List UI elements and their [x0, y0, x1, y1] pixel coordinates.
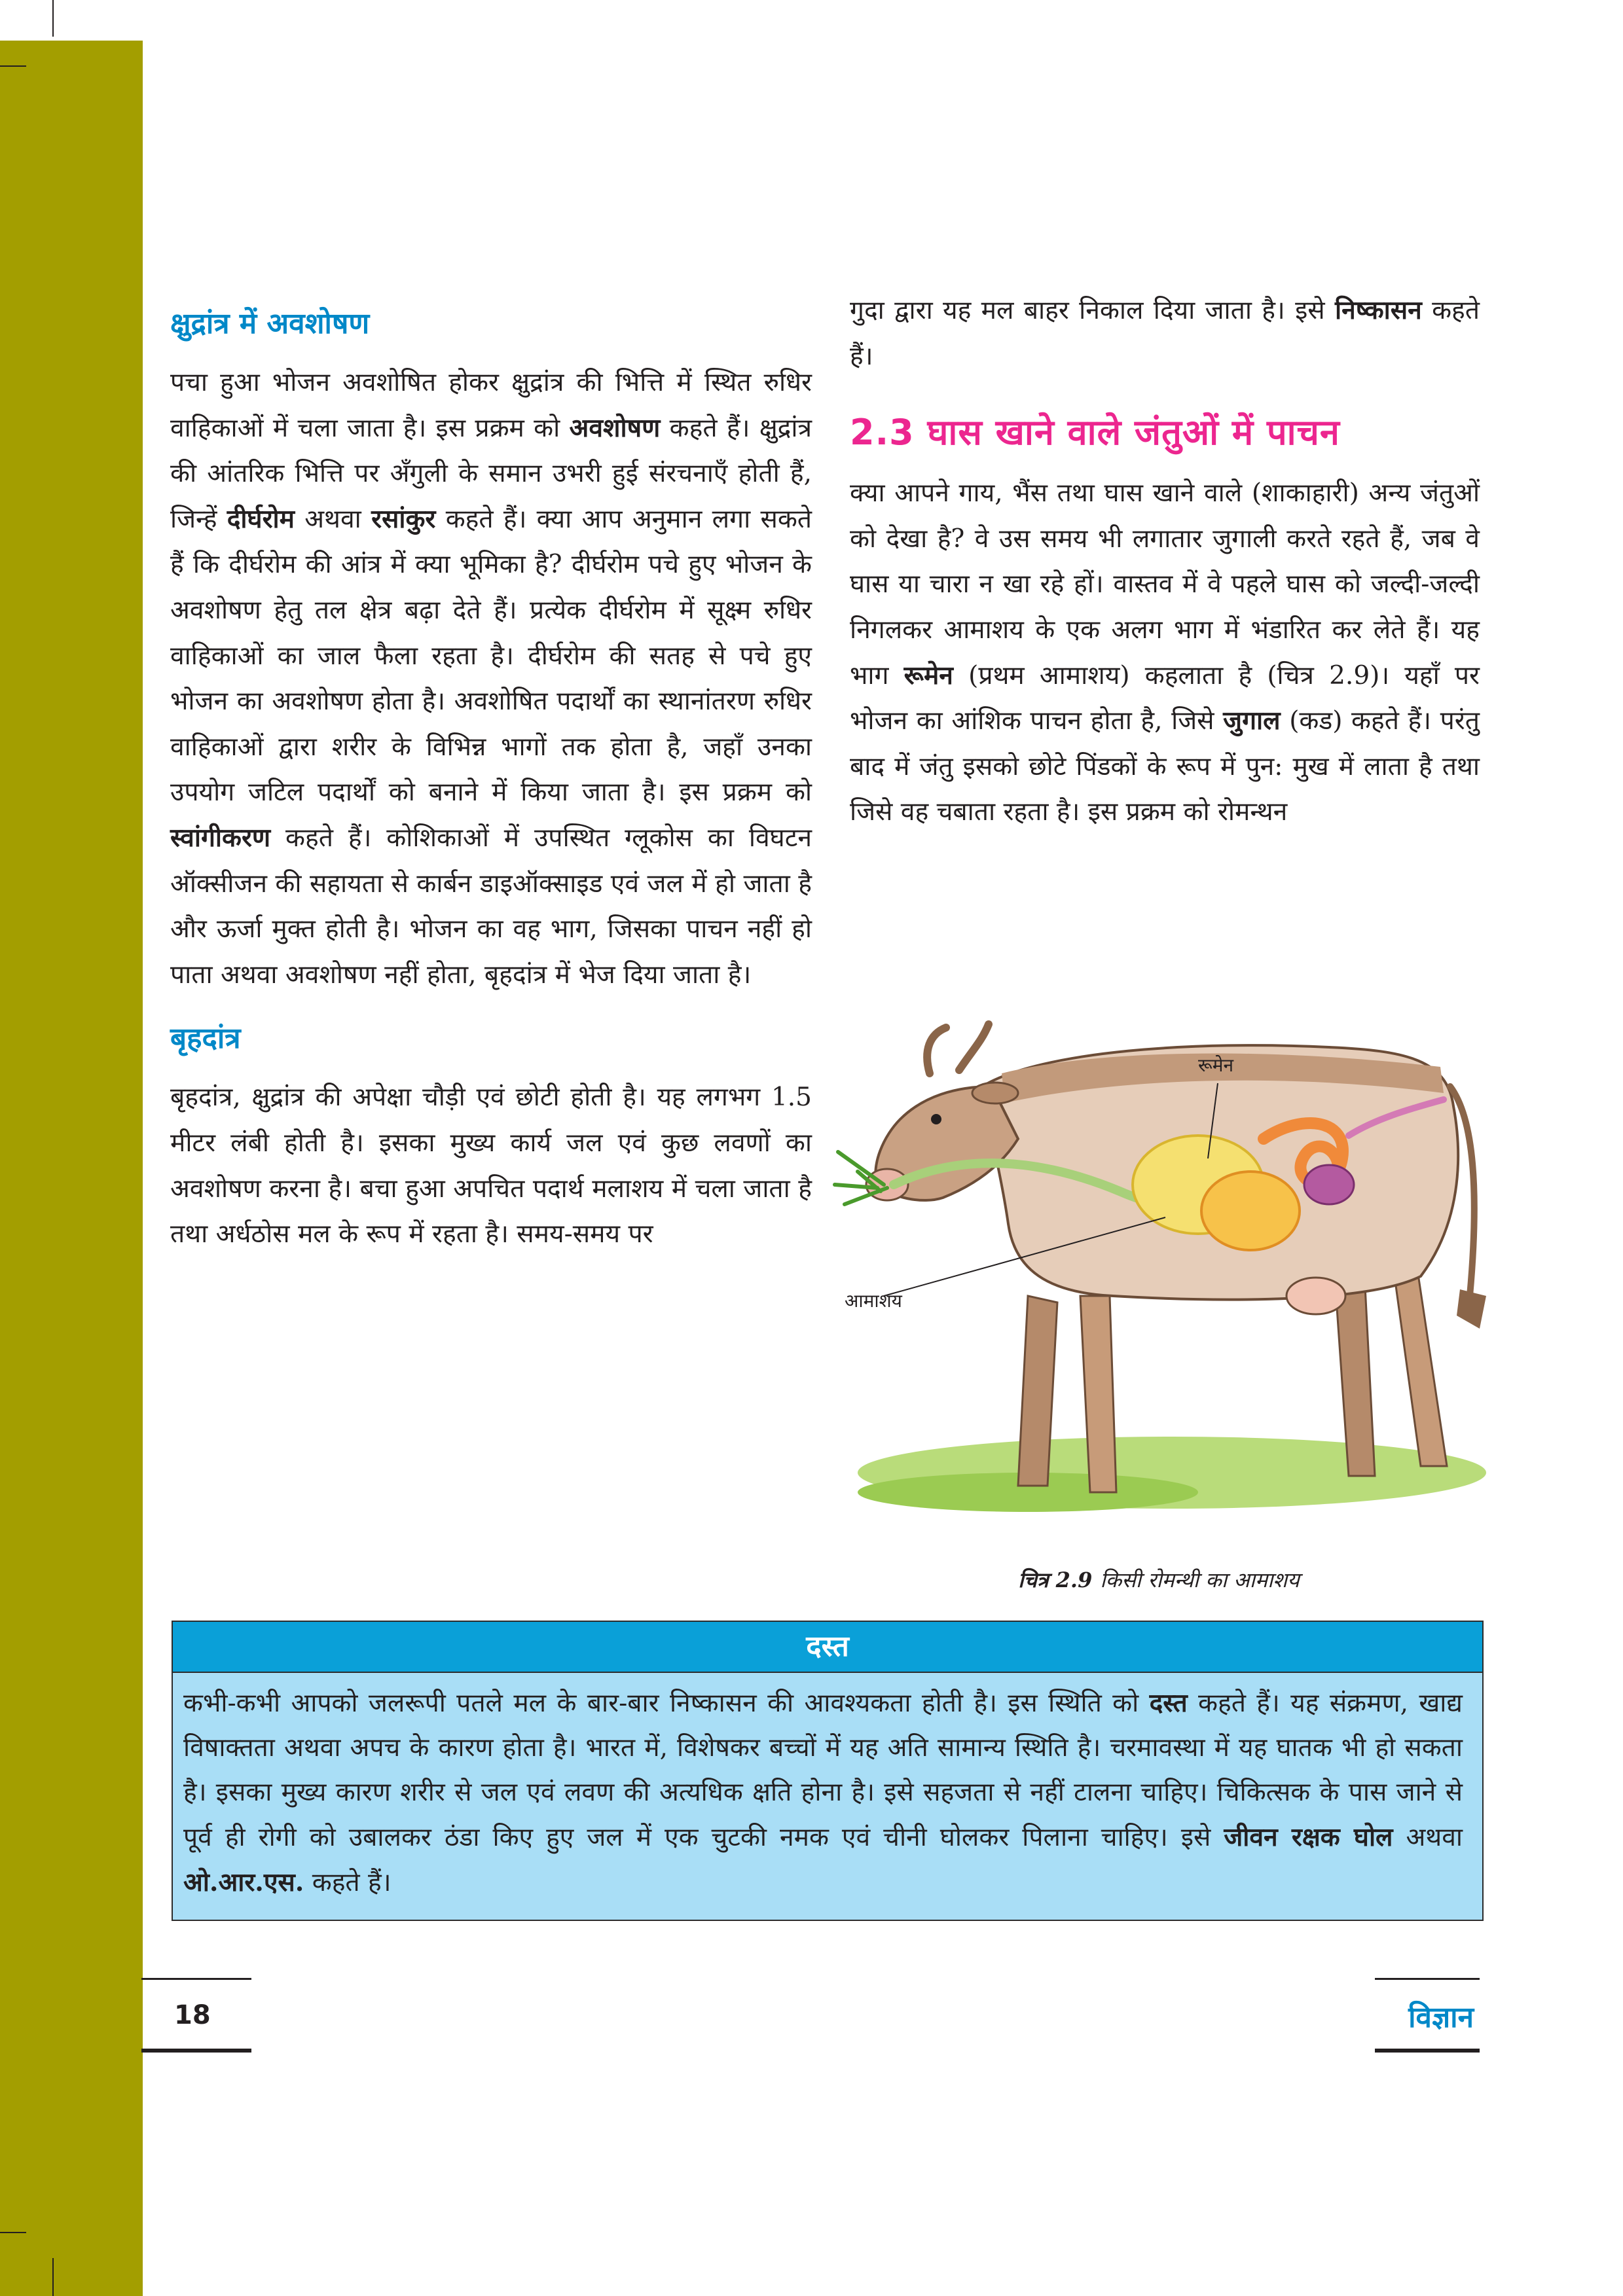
term-absorption: अवशोषण [569, 412, 661, 443]
figure-caption [831, 1566, 1486, 1594]
olive-margin-band [0, 41, 143, 2296]
term-assimilation: स्वांगीकरण [170, 822, 271, 853]
info-box-body: कभी-कभी आपको जलरूपी पतले मल के बार-बार निष्कासन की आवश्यकता होती है। इस स्थिति को दस्त कहते हैं। यह संक्रमण, खाद्य विषाक्तता अथवा अपच के कारण होता है। भारत में, विशेषकर बच्चों में यह अति सामान्य स्थिति है। चरमावस्था में यह घातक भी हो सकता है। इसका मुख्य कारण शरीर से जल एवं लवण की अत्यधिक क्षति होना है। इसे सहजता से नहीं टालना चाहिए। चिकित्सक के पास जाने से पूर्व ही रोगी को उबालकर ठंडा किए हुए जल में एक चुटकी नमक एवं चीनी घोलकर पिलाना चाहिए। इसे जीवन रक्षक घोल अथवा ओ.आर.एस. कहते हैं। [183, 1688, 1463, 1897]
cow-horn [959, 1024, 989, 1070]
figure-caption-text: किसी रोमन्थी का आमाशय [1100, 1568, 1300, 1592]
reticulum-chamber [1201, 1172, 1300, 1250]
term-diarrhoea: दस्त [1149, 1688, 1188, 1718]
term-rumen: रूमेन [903, 660, 953, 691]
abomasum-chamber [1304, 1165, 1354, 1204]
term-ors: ओ.आर.एस. [183, 1867, 304, 1897]
footer-rule-bottom-left [141, 2049, 251, 2053]
book-title: विज्ञान [1408, 2001, 1474, 2034]
left-column [170, 288, 812, 1257]
crop-mark [52, 2258, 54, 2296]
heading-large-intestine: बृहदांत्र [170, 1022, 241, 1056]
crop-mark [52, 0, 54, 37]
footer-rule-bottom-right [1375, 2049, 1480, 2053]
term-villi: दीर्घरोम [227, 503, 295, 534]
term-cud: जुगाल [1223, 706, 1281, 736]
cow-udder [1286, 1278, 1345, 1314]
paragraph-absorption: पचा हुआ भोजन अवशोषित होकर क्षुद्रांत्र की भित्ति में स्थित रुधिर वाहिकाओं में चला जाता है। इस प्रक्रम को अवशोषण कहते हैं। क्षुद्रांत्र की आंतरिक भित्ति पर अँगुली के समान उभरी हुई संरचनाएँ होती हैं, जिन्हें दीर्घरोम अथवा रसांकुर कहते हैं। क्या आप अनुमान लगा सकते हैं कि दीर्घरोम की आंत्र में क्या भूमिका है? दीर्घरोम पचे हुए भोजन के अवशोषण हेतु तल क्षेत्र बढ़ा देते हैं। प्रत्येक दीर्घरोम में सूक्ष्म रुधिर वाहिकाओं का जाल फैला रहता है। दीर्घरोम की सतह से पचे हुए भोजन का अवशोषण होता है। अवशोषित पदार्थों का स्थानांतरण रुधिर वाहिकाओं द्वारा शरीर के विभिन्न भागों तक होता है, जहाँ उनका उपयोग जटिल पदार्थों को बनाने में किया जाता है। इस प्रक्रम को स्वांगीकरण कहते हैं। कोशिकाओं में उपस्थित ग्लूकोस का विघटन ऑक्सीजन की सहायता से कार्बन डाइऑक्साइड एवं जल में हो जाता है और ऊर्जा मुक्त होती है। भोजन का वह भाग, जिसका पाचन नहीं हो पाता अथवा अवशोषण नहीं होता, बृहदांत्र में भेज दिया जाता है। [170, 368, 812, 990]
term-egestion: निष्कासन [1334, 295, 1422, 325]
heading-absorption: क्षुद्रांत्र में अवशोषण [170, 307, 370, 340]
crop-mark [0, 65, 26, 67]
paragraph-ruminants: क्या आपने गाय, भैंस तथा घास खाने वाले (शाकाहारी) अन्य जंतुओं को देखा है? वे उस समय भी लगातार जुगाली करते रहते हैं, जब वे घास या चारा न खा रहे हों। वास्तव में वे पहले घास को जल्दी-जल्दी निगलकर आमाशय के एक अलग भाग में भंडारित कर लेते हैं। यह भाग रूमेन (प्रथम आमाशय) कहलाता है (चित्र 2.9)। यहाँ पर भोजन का आंशिक पाचन होता है, जिसे जुगाल (कड) कहते हैं। परंतु बाद में जंतु इसको छोटे पिंडकों के रूप में पुन: मुख में लाता है तथा जिसे वह चबाता रहता है। इस प्रक्रम को रोमन्थन [850, 478, 1480, 827]
cow-leg [1395, 1270, 1447, 1466]
crop-mark [0, 2232, 26, 2233]
term-ors-hindi: जीवन रक्षक घोल [1224, 1822, 1393, 1852]
cow-eye [931, 1114, 941, 1124]
footer-rule-top-right [1375, 1978, 1480, 1980]
paragraph-egestion: गुदा द्वारा यह मल बाहर निकाल दिया जाता है। इसे निष्कासन कहते हैं। [850, 295, 1480, 371]
cow-tail-tuft [1457, 1289, 1486, 1329]
right-column [850, 288, 1480, 835]
figure-number: चित्र 2.9 [1018, 1568, 1093, 1592]
paragraph-large-intestine: बृहदांत्र, क्षुद्रांत्र की अपेक्षा चौड़ी एवं छोटी होती है। यह लगभग 1.5 मीटर लंबी होती है। इसका मुख्य कार्य जल एवं कुछ लवणों का अवशोषण करना है। बचा हुआ अपचित पदार्थ मलाशय में चला जाता है तथा अर्धठोस मल के रूप में रहता है। समय-समय पर [170, 1083, 812, 1249]
label-rumen: रूमेन [1198, 1054, 1234, 1076]
cow-stomach-illustration [831, 988, 1493, 1525]
cow-horn [927, 1028, 946, 1073]
label-stomach: आमाशय [845, 1290, 902, 1312]
cow-ear [972, 1083, 1018, 1103]
info-box-diarrhoea [172, 1621, 1484, 1921]
footer-rule-top-left [141, 1978, 251, 1980]
heading-section-2-3: 2.3 घास खाने वाले जंतुओं में पाचन [850, 412, 1340, 454]
page-number: 18 [174, 2000, 211, 2030]
info-box-title: दस्त [173, 1622, 1482, 1673]
term-rasankur: रसांकुर [371, 503, 436, 534]
